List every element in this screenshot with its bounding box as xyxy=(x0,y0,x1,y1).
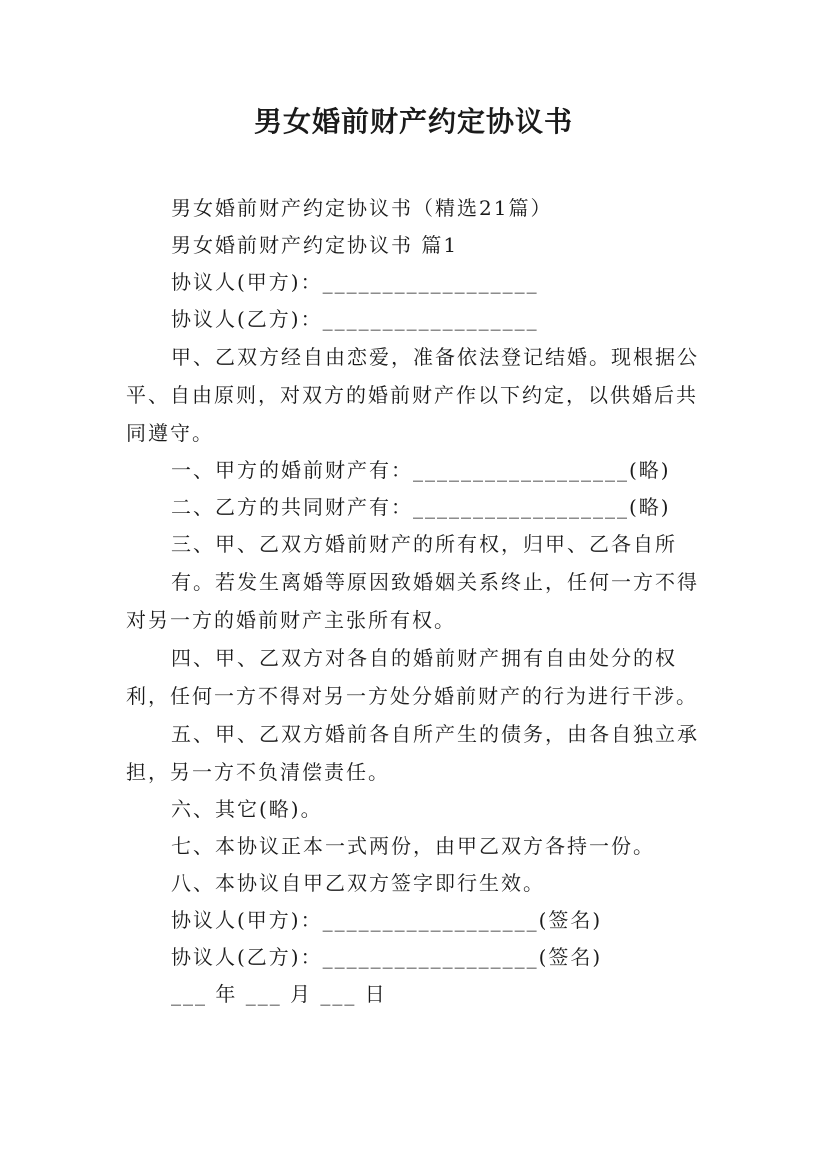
intro-text: 甲、乙双方经自由恋爱，准备依法登记结婚。现根据公平、自由原则，对双方的婚前财产作以下约定，以供婚后共同遵守。 xyxy=(126,345,699,445)
clause-5: 五、甲、乙双方婚前各自所产生的债务，由各自独立承担，另一方不负清偿责任。 xyxy=(126,722,699,784)
clause-6: 六、其它(略)。 xyxy=(171,797,323,821)
clause-1: 一、甲方的婚前财产有：__________________(略) xyxy=(171,458,671,482)
clause-4: 四、甲、乙双方对各自的婚前财产拥有自由处分的权利，任何一方不得对另一方处分婚前财产的行为进行干涉。 xyxy=(126,646,698,708)
clause-7: 七、本协议正本一式两份，由甲乙双方各持一份。 xyxy=(171,834,655,858)
date-line: ___ 年 ___ 月 ___ 日 xyxy=(171,982,387,1006)
clause-2: 二、乙方的共同财产有：__________________(略) xyxy=(171,495,671,519)
subtitle-line: 男女婚前财产约定协议书（精选21篇） xyxy=(171,196,553,220)
clause-8: 八、本协议自甲乙双方签字即行生效。 xyxy=(171,871,545,895)
section-heading: 男女婚前财产约定协议书 篇1 xyxy=(171,233,459,257)
clause-3-first-line: 三、甲、乙双方婚前财产的所有权，归甲、乙各自所 xyxy=(171,532,677,556)
party-b-field: 协议人(乙方)：__________________ xyxy=(171,307,539,331)
intro-paragraph xyxy=(126,338,702,452)
document-title: 男女婚前财产约定协议书 xyxy=(253,105,573,138)
clause-3-continuation: 有。若发生离婚等原因致婚姻关系终止，任何一方不得对另一方的婚前财产主张所有权。 xyxy=(126,570,699,632)
signature-party-a: 协议人(甲方)：__________________(签名) xyxy=(171,908,603,932)
document-body xyxy=(126,190,702,1013)
signature-party-b: 协议人(乙方)：__________________(签名) xyxy=(171,945,603,969)
party-a-field: 协议人(甲方)：__________________ xyxy=(171,270,539,294)
